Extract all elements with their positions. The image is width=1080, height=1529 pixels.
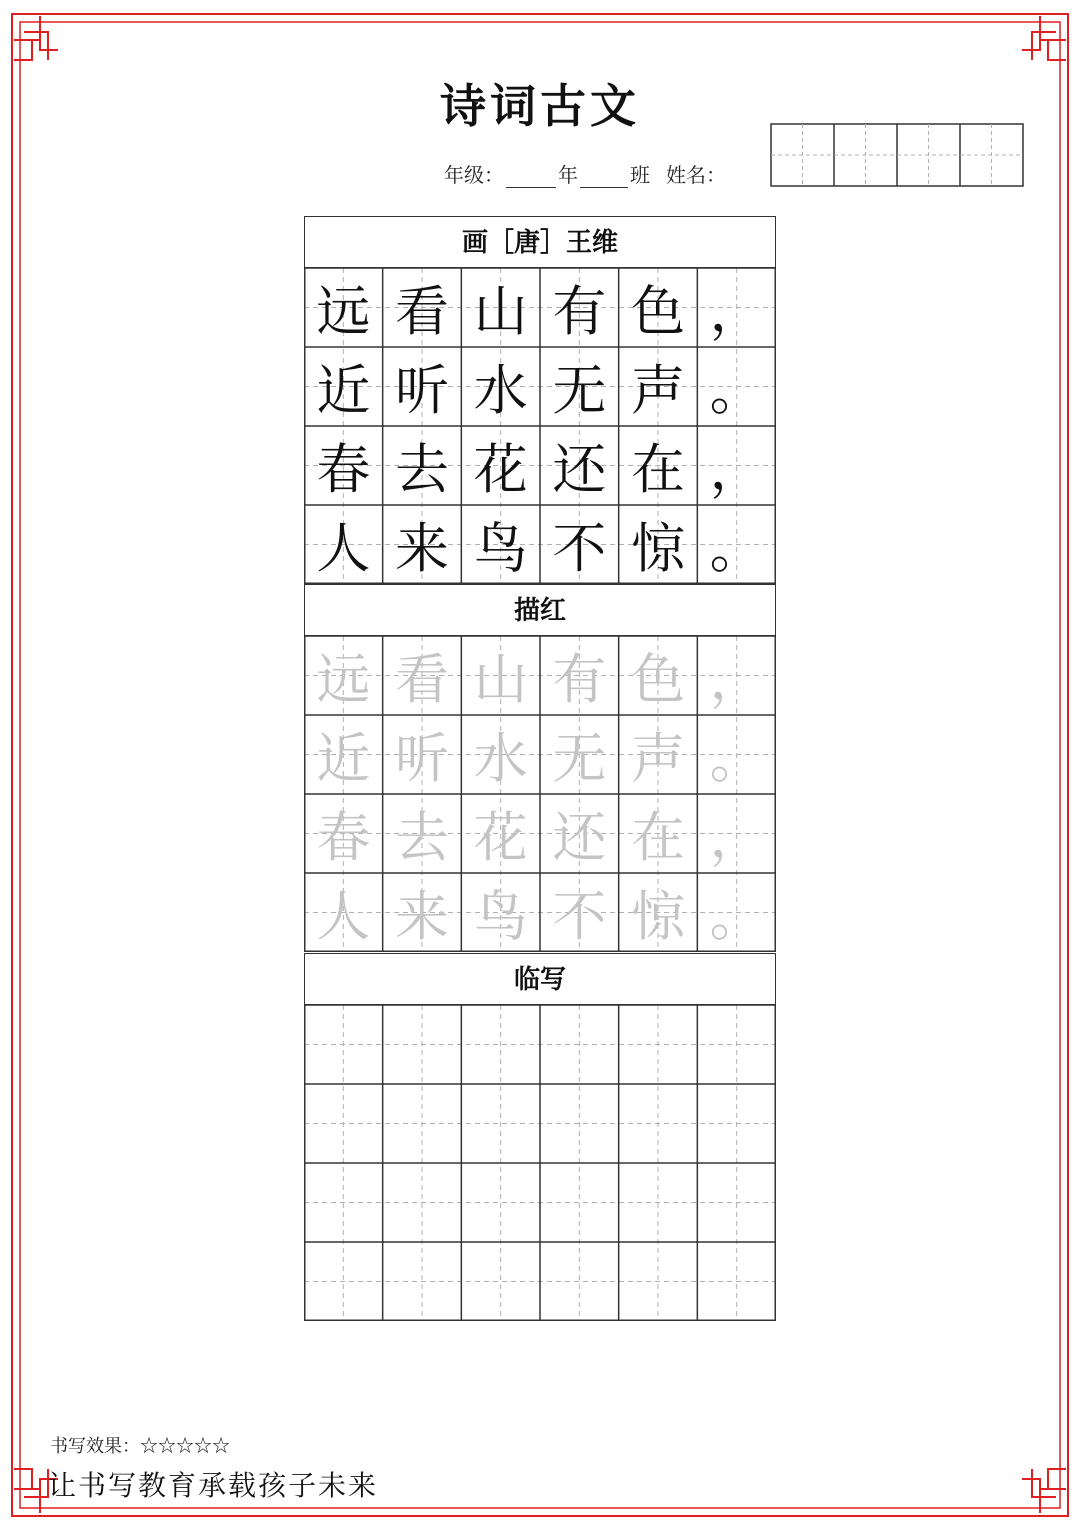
name-writing-boxes[interactable] bbox=[770, 123, 1024, 187]
poem-char: 惊 bbox=[630, 517, 685, 580]
trace-char[interactable]: 无 bbox=[552, 727, 607, 790]
trace-char[interactable]: 来 bbox=[394, 885, 449, 948]
trace-char[interactable]: 远 bbox=[316, 648, 371, 711]
poem-char: 鸟 bbox=[473, 517, 528, 580]
rating-stars[interactable]: ☆☆☆☆☆ bbox=[140, 1436, 230, 1457]
poem-char: 声 bbox=[630, 359, 685, 422]
poem-char: 去 bbox=[394, 438, 449, 501]
poem-char: 看 bbox=[394, 280, 449, 343]
grade-blank[interactable] bbox=[506, 167, 556, 188]
poem-char: 来 bbox=[394, 517, 449, 580]
trace-char[interactable]: 人 bbox=[316, 885, 371, 948]
poem-char: 。 bbox=[709, 517, 764, 580]
trace-char[interactable]: 不 bbox=[552, 885, 607, 948]
poem-char: 无 bbox=[552, 359, 607, 422]
trace-char[interactable]: 近 bbox=[316, 727, 371, 790]
trace-char[interactable]: 惊 bbox=[630, 885, 685, 948]
trace-char[interactable]: 。 bbox=[709, 727, 764, 790]
trace-char[interactable]: 水 bbox=[473, 727, 528, 790]
poem-char: 春 bbox=[316, 438, 371, 501]
rating-row bbox=[50, 1432, 230, 1458]
poem-char: 远 bbox=[316, 280, 371, 343]
trace-char[interactable]: 。 bbox=[709, 885, 764, 948]
class-suffix: 班 bbox=[630, 163, 650, 187]
trace-char[interactable]: 鸟 bbox=[473, 885, 528, 948]
grade-label: 年级： bbox=[444, 163, 504, 187]
trace-char[interactable]: 春 bbox=[316, 806, 371, 869]
name-label: 姓名： bbox=[666, 163, 726, 187]
trace-char[interactable]: 山 bbox=[473, 648, 528, 711]
poem-char: 近 bbox=[316, 359, 371, 422]
poem-char: 山 bbox=[473, 280, 528, 343]
practice-sheet bbox=[304, 216, 776, 1320]
trace-char[interactable]: 听 bbox=[394, 727, 449, 790]
trace-header: 描红 bbox=[304, 584, 776, 636]
poem-char: ， bbox=[709, 280, 764, 343]
trace-char[interactable]: 在 bbox=[630, 806, 685, 869]
trace-char[interactable]: 色 bbox=[630, 648, 685, 711]
poem-grid bbox=[304, 268, 776, 584]
poem-char: 人 bbox=[316, 517, 371, 580]
trace-char[interactable]: ， bbox=[709, 806, 764, 869]
poem-char: 在 bbox=[630, 438, 685, 501]
poem-header: 画［唐］王维 bbox=[304, 216, 776, 268]
trace-char[interactable]: ， bbox=[709, 648, 764, 711]
trace-char[interactable]: 看 bbox=[394, 648, 449, 711]
poem-char: 。 bbox=[709, 359, 764, 422]
poem-char: 听 bbox=[394, 359, 449, 422]
copy-header: 临写 bbox=[304, 953, 776, 1005]
trace-char[interactable]: 有 bbox=[552, 648, 607, 711]
copy-grid[interactable] bbox=[304, 1005, 776, 1321]
trace-char[interactable]: 还 bbox=[552, 806, 607, 869]
poem-char: 水 bbox=[473, 359, 528, 422]
year-suffix: 年 bbox=[558, 163, 578, 187]
class-blank[interactable] bbox=[580, 167, 628, 188]
poem-char: 有 bbox=[552, 280, 607, 343]
page-title: 诗词古文 bbox=[440, 79, 640, 133]
trace-grid[interactable] bbox=[304, 636, 776, 952]
trace-char[interactable]: 声 bbox=[630, 727, 685, 790]
poem-char: 色 bbox=[630, 280, 685, 343]
rating-label: 书写效果： bbox=[50, 1436, 140, 1457]
poem-char: 花 bbox=[473, 438, 528, 501]
poem-char: ， bbox=[709, 438, 764, 501]
tianzige-lines bbox=[304, 1005, 776, 1321]
poem-char: 还 bbox=[552, 438, 607, 501]
poem-char: 不 bbox=[552, 517, 607, 580]
slogan: 让书写教育承载孩子未来 bbox=[48, 1469, 379, 1502]
student-info bbox=[444, 160, 726, 190]
trace-char[interactable]: 花 bbox=[473, 806, 528, 869]
trace-char[interactable]: 去 bbox=[394, 806, 449, 869]
